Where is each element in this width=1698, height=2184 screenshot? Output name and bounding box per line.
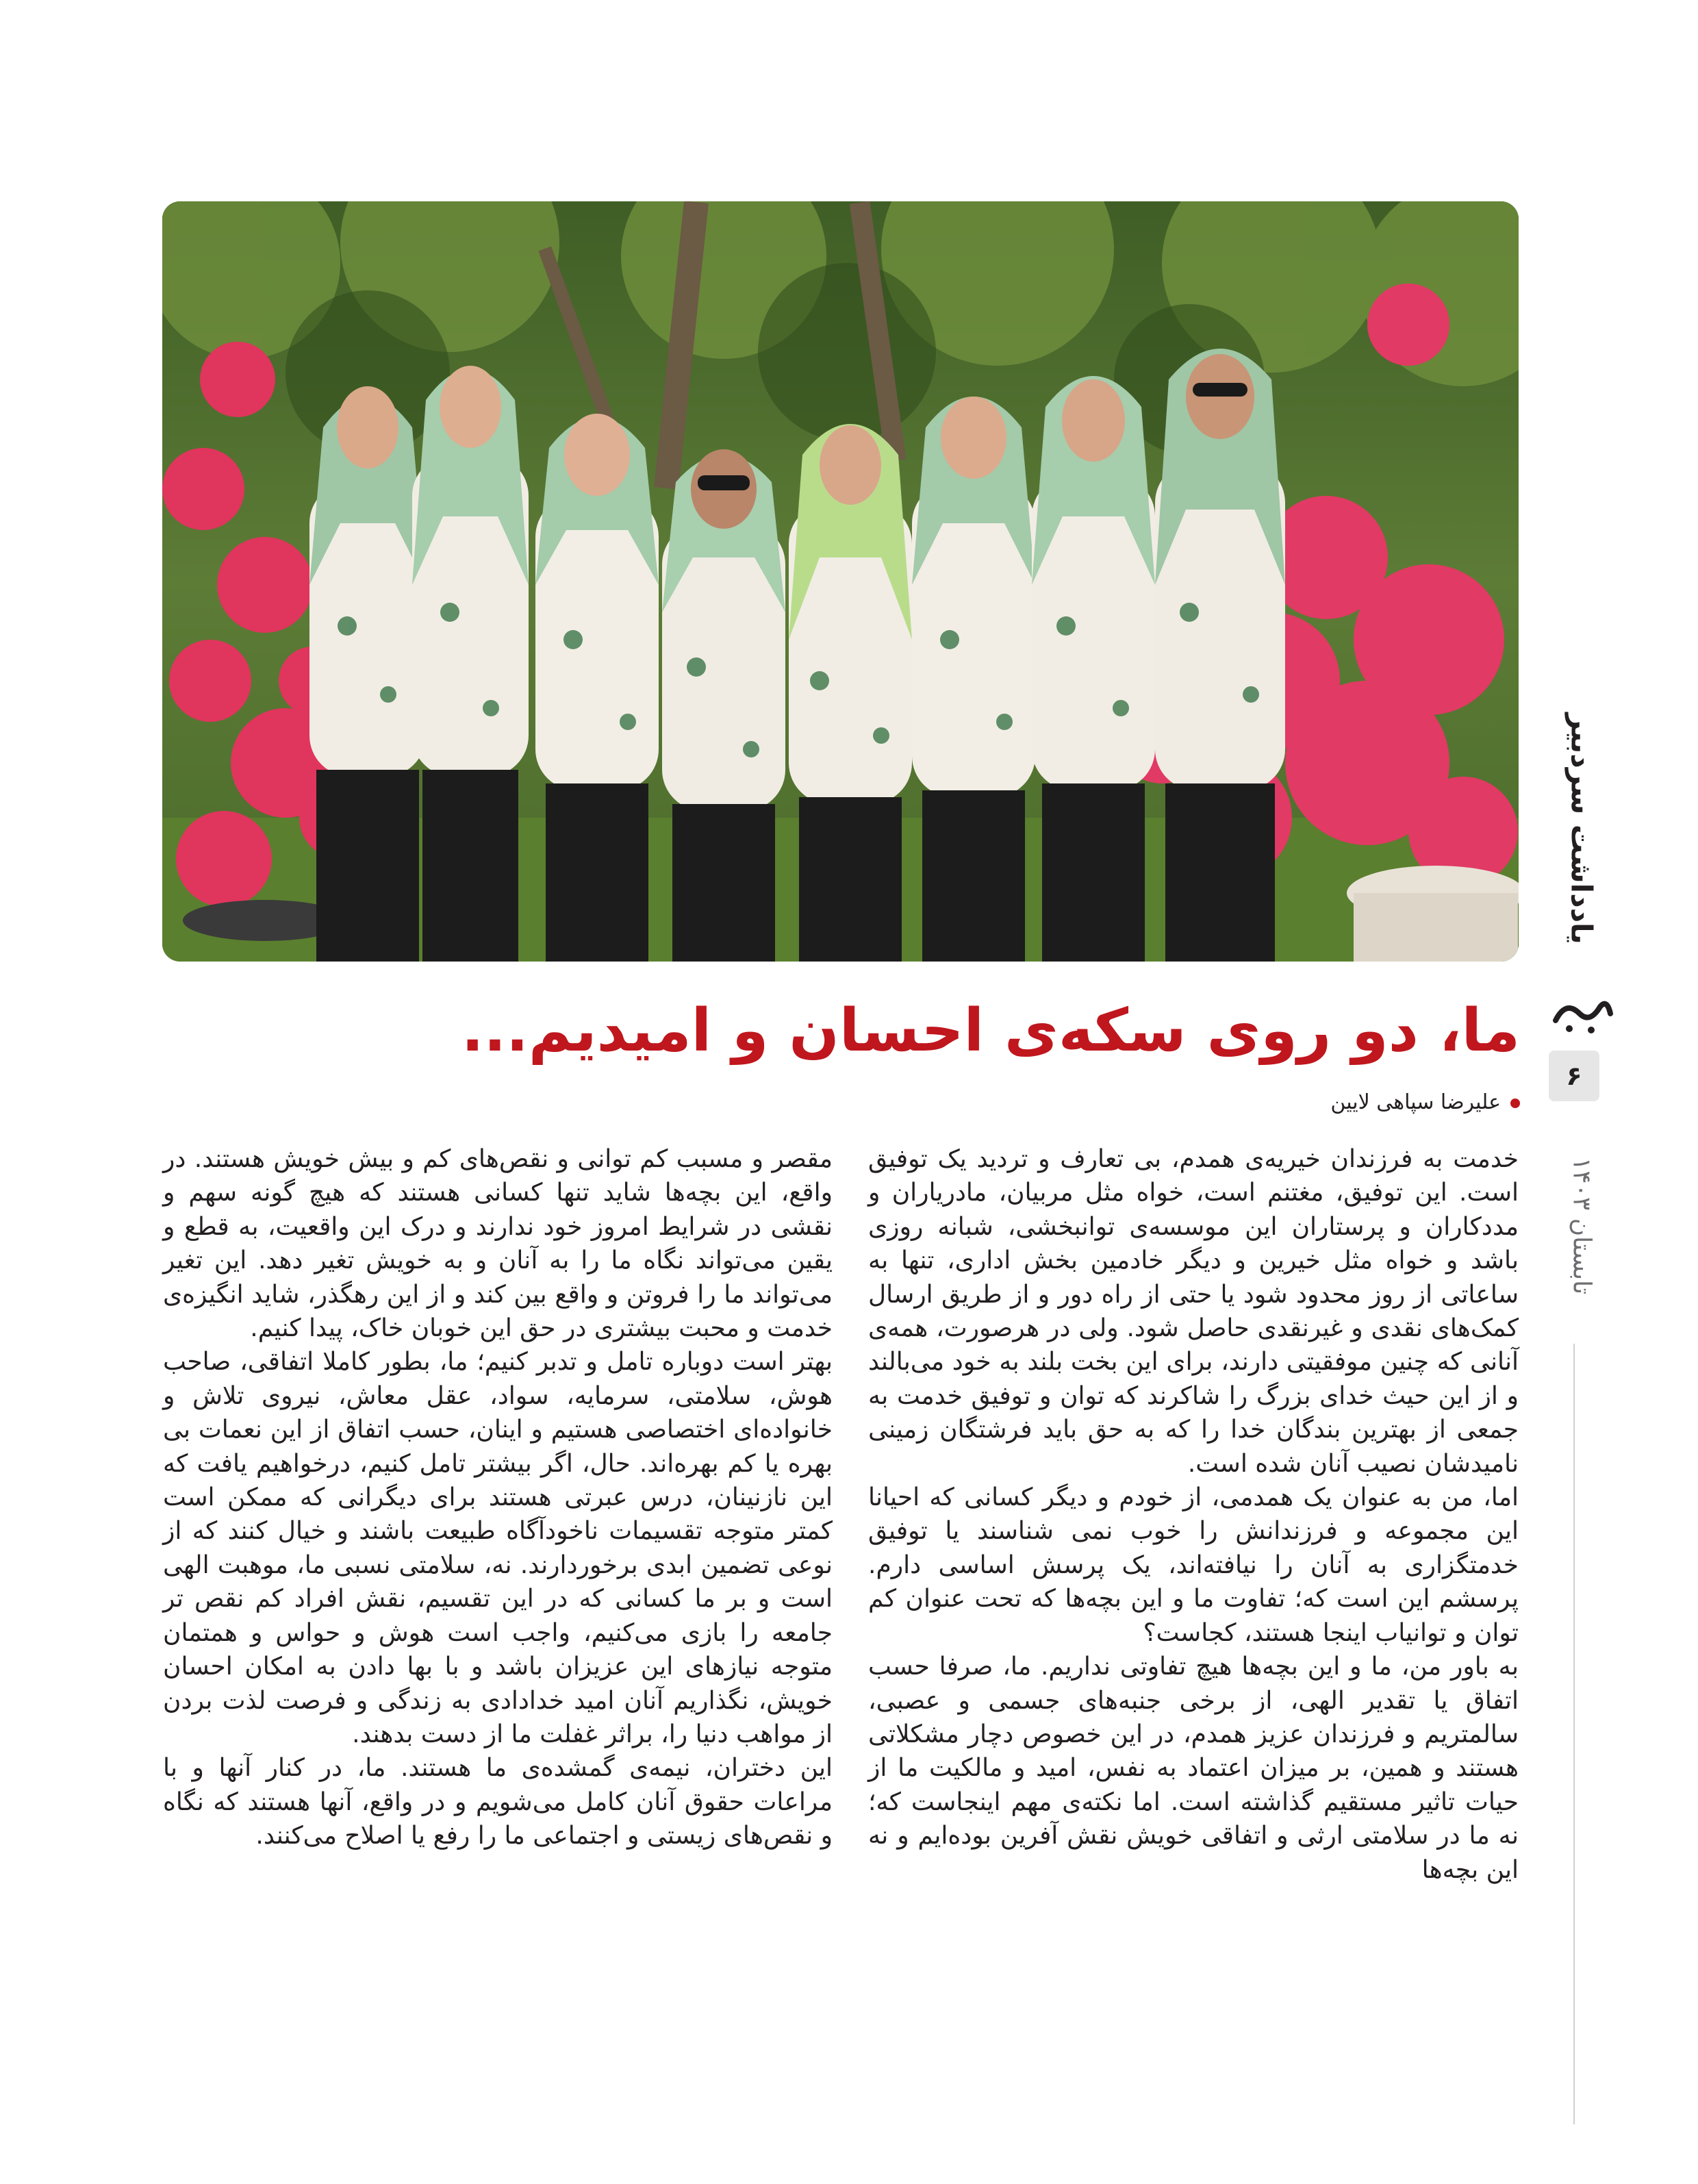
- side-divider: [1573, 1344, 1575, 2124]
- article-photo: [162, 201, 1519, 962]
- photo-illustration: [162, 201, 1519, 962]
- issue-label: تابستان ۱۴۰۳: [1567, 1157, 1596, 1295]
- article-title: ما، دو روی سکه‌ی احسان و امیدیم...: [461, 996, 1520, 1065]
- section-label: یادداشت سردبیر: [1564, 713, 1599, 944]
- paragraph: مقصر و مسبب کم توانی و نقص‌های کم و بیش خویش هستند. در واقع، این بچه‌ها شاید تنها کسانی هستند که هیچ گونه سهم و نقشی در شرایط امروز خود ندارند و درک این واقعیت، به قطع و یقین می‌تواند نگاه ما را به آنان و به خویش تغیر دهد. این تغیر می‌تواند ما را فروتن و واقع بین کند و از این رهگذر، شاید انگیزه‌ی خدمت و محبت بیشتری در حق این خوبان خاک، پیدا کنیم.: [163, 1145, 833, 1343]
- page-number: ۶: [1549, 1051, 1599, 1101]
- bullet-icon: [1510, 1099, 1520, 1108]
- paragraph: اما، من به عنوان یک همدمی، از خودم و دیگر کسانی که احیانا این مجموعه و فرزندانش را خوب نمی شناسند یا توفیق خدمتگزاری به آنان را نیافته‌اند، یک پرسش اساسی دارم. پرسشم این است که؛ تفاوت ما و این بچه‌ها که تحت عنوان کم توان و توانیاب اینجا هستند، کجاست؟: [868, 1483, 1519, 1647]
- author-name: علیرضا سپاهی لایین: [1330, 1090, 1501, 1114]
- paragraph: بهتر است دوباره تامل و تدبر کنیم؛ ما، بطور کاملا اتفاقی، صاحب هوش، سلامتی، سرمایه، سواد، عقل معاش، نیروی تلاش و خانواده‌ای اختصاصی هستیم و اینان، حسب اتفاق از این نعمات بی بهره یا کم بهره‌اند. حال، اگر بیشتر تامل کنیم، درخواهیم یافت که این نازنینان، درس عبرتی هستند برای دیگرانی که ممکن است کمتر متوجه تقسیمات ناخودآگاه طبیعت باشند و خیال کنند که از نوعی تضمین ابدی برخوردارند. نه، سلامتی نسبی ما، موهبت الهی است و بر ما کسانی که در این تقسیم، نقش افراد کم نقص تر جامعه را بازی می‌کنیم، واجب است هوش و حواس و همتمان متوجه نیازهای این عزیزان باشد و با بها دادن به امکان احسان خویش، نگذاریم آنان امید خدادادی به زندگی و فرصت لذت بردن از مواهب دنیا را، براثر غفلت ما از دست بدهند.: [163, 1348, 833, 1748]
- magazine-logo: [1549, 986, 1614, 1041]
- text-column-right: [868, 1142, 1519, 1887]
- text-column-left: [163, 1142, 833, 1853]
- paragraph: این دختران، نیمه‌ی گمشده‌ی ما هستند. ما، در کنار آنها و با مراعات حقوق آنان کامل می‌شویم و در واقع، آنها هستند که نگاه و نقص‌های زیستی و اجتماعی ما را رفع یا اصلاح می‌کنند.: [163, 1754, 833, 1850]
- hamdam-logo-icon: [1549, 986, 1614, 1041]
- paragraph: خدمت به فرزندان خیریه‌ی همدم، بی تعارف و تردید یک توفیق است. این توفیق، مغتنم است، خواه مثل مربیان، مادریاران و مددکاران و پرستاران این موسسه‌ی توانبخشی، شبانه روزی باشد و خواه مثل خیرین و دیگر خادمین بخش اداری، تنها به ساعاتی از روز محدود شود یا حتی از راه دور و از طریق ارسال کمک‌های نقدی و غیرنقدی حاصل شود. ولی در هرصورت، همه‌ی آنانی که چنین موفقیتی دارند، برای این بخت بلند به خود می‌بالند و از این حیث خدای بزرگ را شاکرند که توان و توفیق خدمت به جمعی از بهترین بندگان خدا را که به حق باید فرشتگان زمینی نامیدشان نصیب آنان شده است.: [868, 1145, 1519, 1478]
- author-line: [753, 1082, 1520, 1123]
- paragraph: به باور من، ما و این بچه‌ها هیچ تفاوتی نداریم. ما، صرفا حسب اتفاق یا تقدیر الهی، از برخی جنبه‌های جسمی و عصبی، سالمتریم و فرزندان عزیز همدم، در این خصوص دچار مشکلاتی هستند و همین، بر میزان اعتماد به نفس، امید و مالکیت ما از حیات تاثیر مستقیم گذاشته است. اما نکته‌ی مهم اینجاست که؛ نه ما در سلامتی ارثی و اتفاقی خویش نقش آفرین بوده‌ایم و نه این بچه‌ها: [868, 1653, 1519, 1884]
